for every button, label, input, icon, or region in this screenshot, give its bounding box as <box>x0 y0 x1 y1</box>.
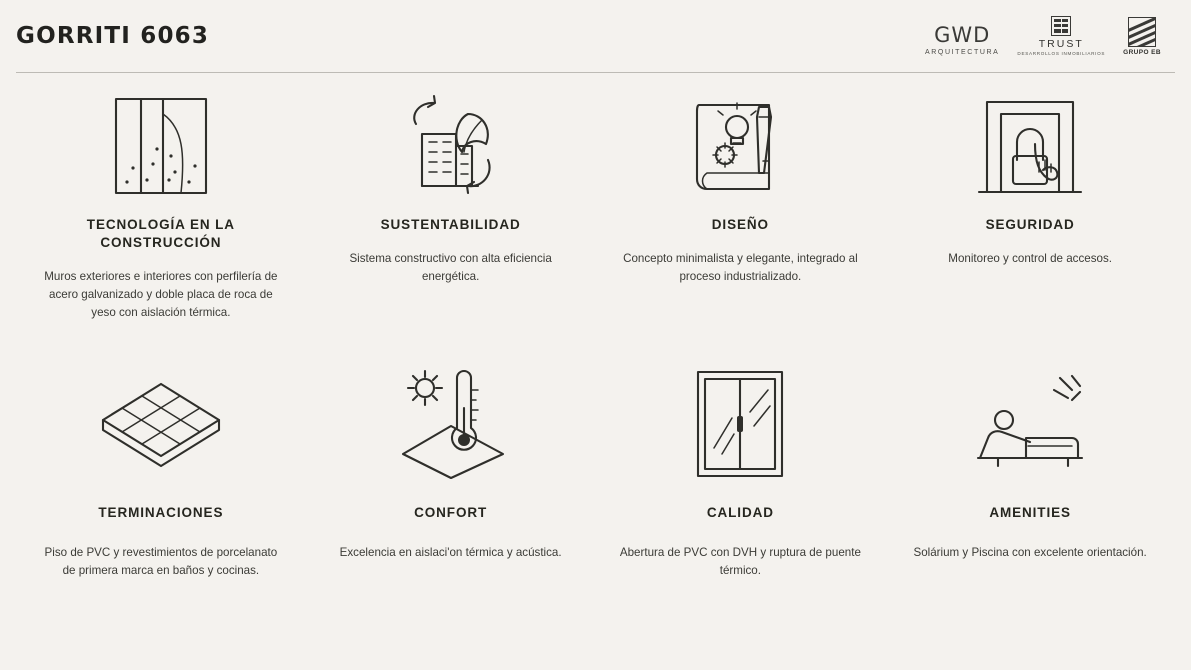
feature-card <box>16 358 306 634</box>
trust-logo-main: TRUST <box>1038 37 1084 50</box>
feature-title: DISEÑO <box>711 217 769 232</box>
feature-title: AMENITIES <box>989 505 1071 520</box>
trust-logo <box>1017 16 1105 57</box>
thermal-comfort-icon <box>391 358 511 490</box>
feature-desc: Monitoreo y control de accesos. <box>948 252 1112 266</box>
feature-card <box>306 358 596 634</box>
feature-title: SEGURIDAD <box>985 217 1075 232</box>
gwd-logo <box>925 25 999 56</box>
feature-desc: Piso de PVC y revestimientos de porcelanato de primera marca en baños y cocinas. <box>44 546 278 578</box>
feature-card <box>885 82 1175 358</box>
gwd-logo-sub: ARQUITECTURA <box>924 49 1000 57</box>
design-idea-icon <box>685 82 795 210</box>
grupo-eb-logo-sub: GRUPO EB <box>1123 49 1161 57</box>
window-quality-icon <box>692 358 788 490</box>
feature-desc: Concepto minimalista y elegante, integrado al proceso industrializado. <box>623 252 858 284</box>
page-header <box>0 0 1191 72</box>
feature-card <box>596 82 886 358</box>
feature-title: CONFORT <box>414 505 488 520</box>
stripes-icon <box>1128 17 1156 47</box>
feature-title: TERMINACIONES <box>98 505 224 520</box>
logo-row <box>925 16 1173 57</box>
header-divider <box>16 72 1175 73</box>
feature-desc: Muros exteriores e interiores con perfilería de acero galvanizado y doble placa de roca de yeso con aislación térmica. <box>44 270 278 320</box>
features-grid <box>16 82 1175 634</box>
sustainability-building-icon <box>396 82 506 210</box>
amenities-lounge-icon <box>968 358 1092 490</box>
page-title: GORRITI 6063 <box>16 23 210 49</box>
grupo-eb-logo <box>1123 17 1161 56</box>
feature-card <box>306 82 596 358</box>
feature-title: SUSTENTABILIDAD <box>380 217 521 232</box>
feature-desc: Excelencia en aislaci'on térmica y acústica. <box>339 546 562 560</box>
gwd-logo-main: GWD <box>934 23 991 48</box>
wall-section-icon <box>111 82 211 210</box>
feature-desc: Solárium y Piscina con excelente orientación. <box>913 546 1147 560</box>
feature-card <box>16 82 306 358</box>
floor-finishes-icon <box>97 358 225 490</box>
feature-desc: Sistema constructivo con alta eficiencia energética. <box>349 252 552 284</box>
security-access-icon <box>977 82 1083 210</box>
building-icon <box>1051 16 1071 36</box>
feature-card <box>596 358 886 634</box>
feature-card <box>885 358 1175 634</box>
feature-title: TECNOLOGÍA EN LA CONSTRUCCIÓN <box>86 217 235 251</box>
feature-desc: Abertura de PVC con DVH y ruptura de puente térmico. <box>619 546 861 578</box>
trust-logo-sub: DESARROLLOS INMOBILIARIOS <box>1017 50 1106 56</box>
feature-title: CALIDAD <box>706 505 774 520</box>
